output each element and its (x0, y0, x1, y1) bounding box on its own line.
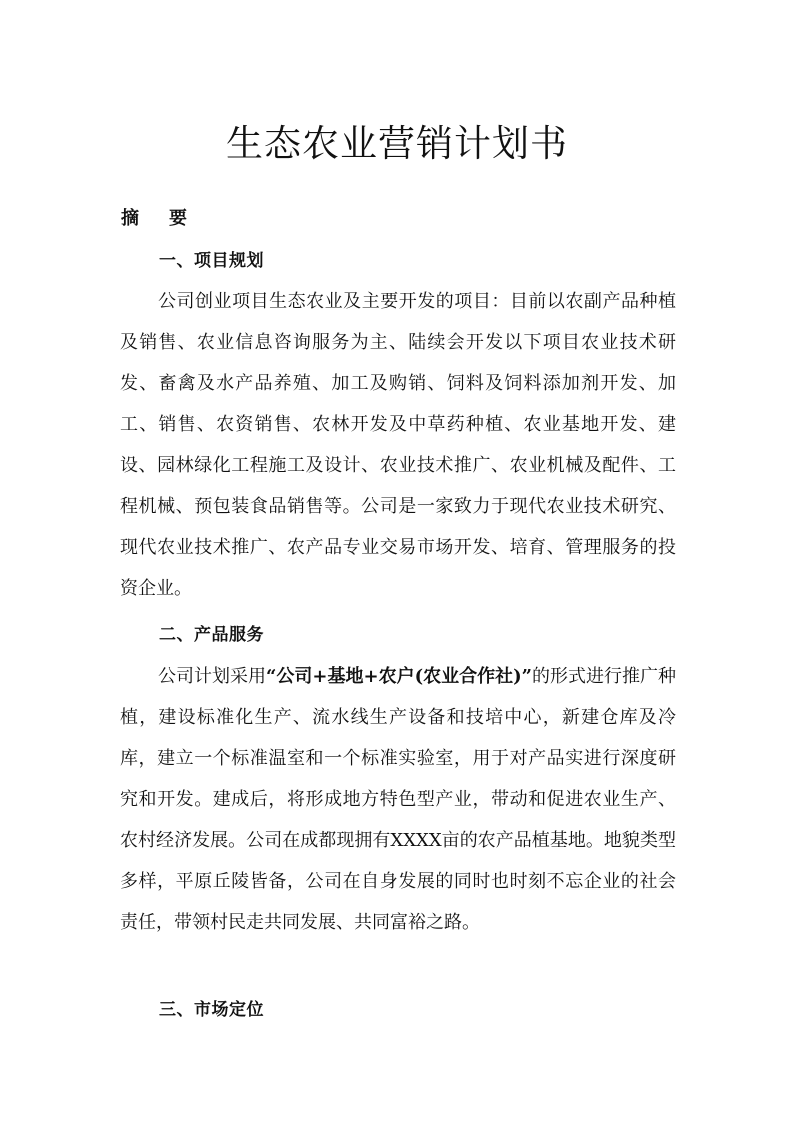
abstract-heading-char-1: 摘 (121, 208, 139, 229)
section-heading-product-service: 二、产品服务 (159, 625, 264, 645)
paragraph-text-after: 的形式进行推广种植，建设标准化生产、流水线生产设备和技培中心，新建仓库及冷库，建立一个标准温室和一个标准实验室，用于对产品实进行深度研究和开发。建成后，将形成地方特色型产业，带动和促进农业生产、农村经济发展。公司在成都现拥有XXXX亩的农产品植基地。地貌类型多样，平原丘陵皆备，公司在自身发展的同时也时刻不忘企业的社会责任，带领村民走共同发展、共同富裕之路。 (120, 666, 677, 933)
section-heading-market-position: 三、市场定位 (159, 1000, 264, 1020)
section-paragraph-product-service (120, 656, 676, 943)
paragraph-text-before: 公司计划采用 (158, 666, 267, 687)
paragraph-bold-model: “公司+基地+农户(农业合作社)” (266, 666, 532, 687)
section-paragraph-project-plan: 公司创业项目生态农业及主要开发的项目：目前以农副产品种植及销售、农业信息咨询服务为主、陆续会开发以下项目农业技术研发、畜禽及水产品养殖、加工及购销、饲料及饲料添加剂开发、加工、销售、农资销售、农林开发及中草药种植、农业基地开发、建设、园林绿化工程施工及设计、农业技术推广、农业机械及配件、工程机械、预包装食品销售等。公司是一家致力于现代农业技术研究、现代农业技术推广、农产品专业交易市场开发、培育、管理服务的投资企业。 (120, 291, 676, 599)
section-heading-project-plan: 一、项目规划 (159, 251, 264, 271)
abstract-heading-char-2: 要 (169, 208, 187, 229)
document-title: 生态农业营销计划书 (226, 122, 568, 165)
abstract-heading (121, 204, 187, 234)
